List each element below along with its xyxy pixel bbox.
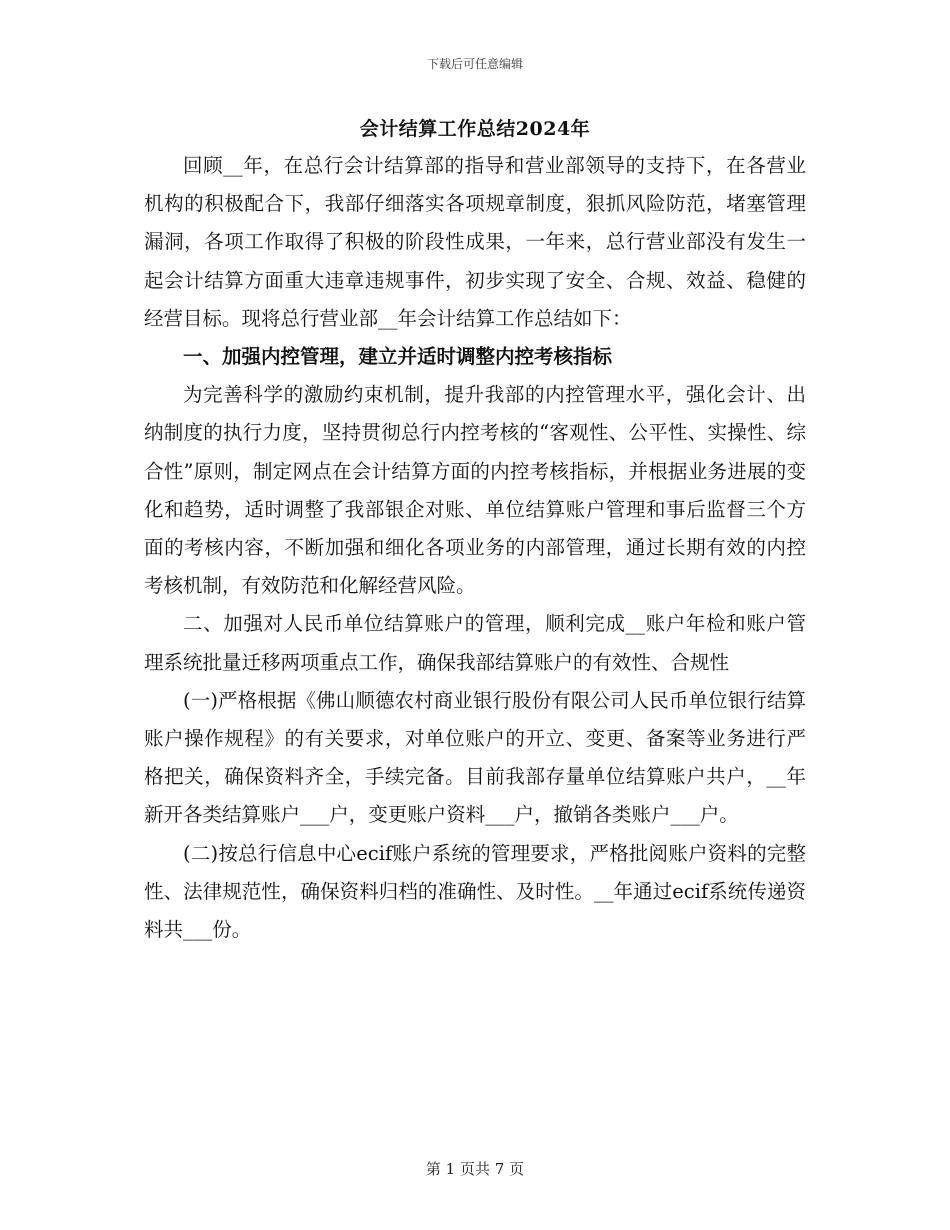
section-1-paragraph: 为完善科学的激励约束机制，提升我部的内控管理水平，强化会计、出纳制度的执行力度，坚持贯彻总行内控考核的“客观性、公平性、实操性、综合性”原则，制定网点在会计结算方面的内控考核指标，并根据业务进展的变化和趋势，适时调整了我部银企对账、单位结算账户管理和事后监督三个方面的考核内容，不断加强和细化各项业务的内部管理，通过长期有效的内控考核机制，有效防范和化解经营风险。	[144, 383, 806, 598]
document-body	[144, 147, 806, 949]
section-heading-2: 二、加强对人民币单位结算账户的管理，顺利完成__账户年检和账户管理系统批量迁移两项重点工作，确保我部结算账户的有效性、合规性	[144, 612, 806, 674]
subsection-1-paragraph: (一)严格根据《佛山顺德农村商业银行股份有限公司人民币单位银行结算账户操作规程》的有关要求，对单位账户的开立、变更、备案等业务进行严格把关，确保资料齐全，手续完备。目前我部存量单位结算账户共户，__年新开各类结算账户___户，变更账户资料___户，撤销各类账户___户。	[144, 688, 806, 827]
header-note: 下载后可任意编辑	[426, 57, 523, 71]
subsection-2-paragraph: (二)按总行信息中心ecif账户系统的管理要求，严格批阅账户资料的完整性、法律规范性，确保资料归档的准确性、及时性。__年通过ecif系统传递资料共___份。	[144, 841, 806, 942]
page-indicator: 第 1 页共 7 页	[425, 1160, 525, 1178]
section-heading-1: 一、加强内控管理，建立并适时调整内控考核指标	[183, 345, 613, 369]
intro-paragraph: 回顾__年，在总行会计结算部的指导和营业部领导的支持下，在各营业机构的积极配合下，我部仔细落实各项规章制度，狠抓风险防范，堵塞管理漏洞，各项工作取得了积极的阶段性成果，一年来，总行营业部没有发生一起会计结算方面重大违章违规事件，初步实现了安全、合规、效益、稳健的经营目标。现将总行营业部__年会计结算工作总结如下：	[144, 154, 806, 330]
document-title: 会计结算工作总结2024年	[359, 118, 591, 140]
